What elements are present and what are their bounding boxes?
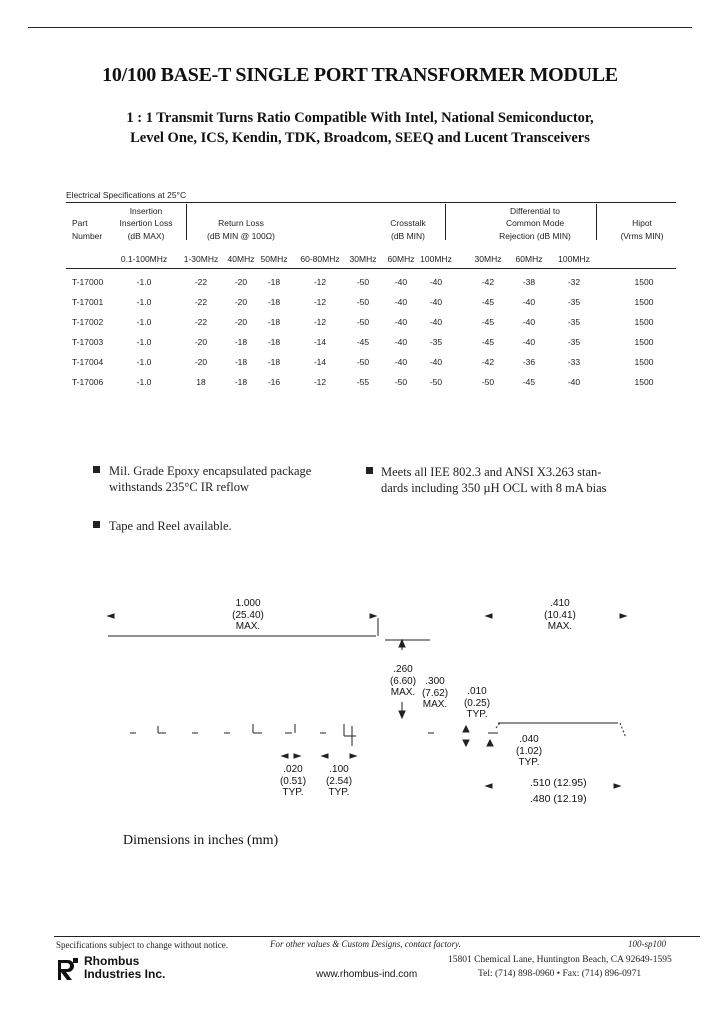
table-cell: -38 xyxy=(522,277,536,287)
dim-length xyxy=(218,598,278,633)
footer-address: 15801 Chemical Lane, Huntington Beach, CA 92649-1595 xyxy=(448,955,672,965)
table-cell: -40 xyxy=(394,357,408,367)
table-cell: -18 xyxy=(267,317,281,327)
dim-standoff-note: TYP. xyxy=(518,757,540,768)
table-cell-part: T-17001 xyxy=(72,297,104,307)
table-cell: -1.0 xyxy=(136,377,152,387)
header-crosstalk-1: Crosstalk xyxy=(390,218,426,228)
table-cell: -42 xyxy=(481,277,495,287)
freq-label: 100MHz xyxy=(558,254,590,264)
table-cell: -1.0 xyxy=(136,337,152,347)
dim-width-note: MAX. xyxy=(547,621,573,632)
dimensions-note: Dimensions in inches (mm) xyxy=(123,833,279,848)
dim-lead-thickness-note: TYP. xyxy=(466,709,488,720)
table-top-rule xyxy=(66,202,676,203)
feature-standards xyxy=(381,464,606,496)
table-cell: -20 xyxy=(234,317,248,327)
dim-lead-thickness-in: .010 xyxy=(467,686,487,697)
feature-epoxy-line-1: Mil. Grade Epoxy encapsulated package xyxy=(109,464,312,478)
table-cell: -45 xyxy=(356,337,370,347)
footer-website[interactable]: www.rhombus-ind.com xyxy=(316,969,418,980)
table-cell: -50 xyxy=(356,297,370,307)
table-cell: -18 xyxy=(267,357,281,367)
table-cell: -40 xyxy=(429,277,443,287)
table-cell: -20 xyxy=(194,337,208,347)
dim-width xyxy=(530,598,590,633)
table-cell: -22 xyxy=(194,277,208,287)
table-cell: -18 xyxy=(234,337,248,347)
table-cell: -45 xyxy=(481,297,495,307)
table-cell: -36 xyxy=(522,357,536,367)
freq-label: 60MHz xyxy=(387,254,415,264)
table-cell: 1500 xyxy=(634,317,654,327)
subtitle-line-2: Level One, ICS, Kendin, TDK, Broadcom, SEEQ and Lucent Transceivers xyxy=(130,130,590,146)
header-hipot-2: (Vrms MIN) xyxy=(620,231,664,241)
table-cell: -22 xyxy=(194,317,208,327)
table-cell: -40 xyxy=(394,277,408,287)
table-cell: -50 xyxy=(356,357,370,367)
freq-label: 30MHz xyxy=(474,254,502,264)
header-diff-1: Differential to xyxy=(510,206,560,216)
table-cell: -16 xyxy=(267,377,281,387)
company-name xyxy=(84,955,165,981)
header-insertion-2: Insertion Loss xyxy=(119,218,173,228)
table-cell: 1500 xyxy=(634,277,654,287)
feature-epoxy xyxy=(109,463,311,495)
table-cell: -1.0 xyxy=(136,297,152,307)
dim-lead-thickness-mm: (0.25) xyxy=(463,697,491,709)
table-cell: -18 xyxy=(234,357,248,367)
table-cell: -18 xyxy=(267,277,281,287)
dim-lead-width-note: TYP. xyxy=(282,787,304,798)
table-cell-part: T-17000 xyxy=(72,277,104,287)
header-part: Part xyxy=(72,218,88,228)
dim-height-mm: (6.60) xyxy=(389,675,417,687)
table-cell: -14 xyxy=(313,357,327,367)
table-cell: -35 xyxy=(567,317,581,327)
table-cell: -12 xyxy=(313,277,327,287)
footer-rule xyxy=(54,936,700,937)
table-cell: -20 xyxy=(234,297,248,307)
table-cell: 1500 xyxy=(634,337,654,347)
dim-lead-width-mm: (0.51) xyxy=(279,775,307,787)
page-title: 10/100 BASE-T SINGLE PORT TRANSFORMER MODULE xyxy=(102,64,618,86)
footer-doc-code: 100-sp100 xyxy=(628,939,666,949)
dim-length-mm: (25.40) xyxy=(232,609,264,621)
table-cell: -33 xyxy=(567,357,581,367)
table-cell: -18 xyxy=(267,297,281,307)
table-cell-part: T-17004 xyxy=(72,357,104,367)
header-return-2: (dB MIN @ 100Ω) xyxy=(207,231,275,241)
dim-height-note: MAX. xyxy=(390,687,416,698)
table-cell: -20 xyxy=(234,277,248,287)
table-cell: 18 xyxy=(196,377,206,387)
dim-lead-thickness xyxy=(454,686,500,721)
header-diff-2: Common Mode xyxy=(505,218,565,228)
table-cell: -50 xyxy=(394,377,408,387)
table-cell: -40 xyxy=(394,317,408,327)
table-cell: -45 xyxy=(481,337,495,347)
table-cell: -35 xyxy=(567,297,581,307)
table-cell: -40 xyxy=(429,317,443,327)
table-cell: 1500 xyxy=(634,377,654,387)
dim-pitch xyxy=(316,764,362,799)
table-cell: -35 xyxy=(429,337,443,347)
table-cell: -40 xyxy=(522,317,536,327)
dim-pitch-mm: (2.54) xyxy=(325,775,353,787)
header-diff-3: Rejection (dB MIN) xyxy=(499,231,571,241)
dim-span-max: .510 (12.95) xyxy=(530,777,587,789)
header-insertion-3: (dB MAX) xyxy=(127,231,165,241)
dim-standoff-mm: (1.02) xyxy=(515,745,543,757)
bullet-square xyxy=(93,466,100,473)
footer-phone-fax: Tel: (714) 898-0960 • Fax: (714) 896-0971 xyxy=(478,969,642,979)
dim-pitch-in: .100 xyxy=(329,764,349,775)
company-name-line-2: Industries Inc. xyxy=(84,967,166,981)
header-crosstalk-2: (dB MIN) xyxy=(391,231,425,241)
dim-standoff xyxy=(506,734,552,769)
table-cell: -18 xyxy=(267,337,281,347)
table-cell: -40 xyxy=(394,337,408,347)
dim-pitch-note: TYP. xyxy=(328,787,350,798)
table-cell: -42 xyxy=(481,357,495,367)
freq-label: 1-30MHz xyxy=(183,254,219,264)
table-cell: -18 xyxy=(234,377,248,387)
header-number: Number xyxy=(72,231,103,241)
table-cell-part: T-17002 xyxy=(72,317,104,327)
dim-height2-in: .300 xyxy=(425,676,445,687)
table-cell: -50 xyxy=(481,377,495,387)
bullet-square xyxy=(93,521,100,528)
dim-lead-width xyxy=(270,764,316,799)
company-name-line-1: Rhombus xyxy=(84,954,140,968)
feature-tape-reel: Tape and Reel available. xyxy=(109,519,232,533)
table-cell: 1500 xyxy=(634,357,654,367)
table-cell: -14 xyxy=(313,337,327,347)
table-cell: -40 xyxy=(394,297,408,307)
table-cell: -50 xyxy=(356,277,370,287)
table-cell: -32 xyxy=(567,277,581,287)
top-rule xyxy=(28,27,692,28)
bullet-square xyxy=(366,467,373,474)
table-cell: -40 xyxy=(522,297,536,307)
table-cell: -50 xyxy=(429,377,443,387)
dim-standoff-in: .040 xyxy=(519,734,539,745)
table-cell: -40 xyxy=(522,337,536,347)
table-cell: -22 xyxy=(194,297,208,307)
table-cell: -1.0 xyxy=(136,317,152,327)
table-cell: -55 xyxy=(356,377,370,387)
table-cell: -35 xyxy=(567,337,581,347)
header-hipot-1: Hipot xyxy=(632,218,652,228)
table-cell: -1.0 xyxy=(136,357,152,367)
dim-height2-note: MAX. xyxy=(422,699,448,710)
dim-span-min: .480 (12.19) xyxy=(530,793,587,805)
feature-epoxy-line-2: withstands 235°C IR reflow xyxy=(109,480,250,494)
footer-custom-designs: For other values & Custom Designs, contact factory. xyxy=(270,939,461,949)
table-cell: -45 xyxy=(481,317,495,327)
table-cell: -40 xyxy=(567,377,581,387)
header-return-1: Return Loss xyxy=(218,218,264,228)
table-cell: -12 xyxy=(313,317,327,327)
table-cell-part: T-17003 xyxy=(72,337,104,347)
table-cell: -45 xyxy=(522,377,536,387)
footer-notice: Specifications subject to change without notice. xyxy=(56,940,228,950)
table-cell: -50 xyxy=(356,317,370,327)
table-cell: -20 xyxy=(194,357,208,367)
dim-length-in: 1.000 xyxy=(235,598,261,609)
freq-label: 0.1-100MHz xyxy=(120,254,168,264)
dim-width-mm: (10.41) xyxy=(544,609,576,621)
table-cell: -40 xyxy=(429,357,443,367)
table-cell-part: T-17006 xyxy=(72,377,104,387)
dim-height2-mm: (7.62) xyxy=(421,687,449,699)
freq-label: 30MHz xyxy=(349,254,377,264)
dim-span xyxy=(530,775,620,807)
header-insertion-1: Insertion xyxy=(129,206,163,216)
dim-height-in: .260 xyxy=(393,664,413,675)
table-cell: -40 xyxy=(429,297,443,307)
table-cell: -12 xyxy=(313,297,327,307)
header-divider xyxy=(186,204,187,240)
freq-label: 60MHz xyxy=(515,254,543,264)
header-divider xyxy=(445,204,446,240)
table-cell: 1500 xyxy=(634,297,654,307)
table-caption: Electrical Specifications at 25°C xyxy=(66,190,187,200)
feature-standards-line-1: Meets all IEE 802.3 and ANSI X3.263 stan- xyxy=(381,465,602,479)
rhombus-logo-icon xyxy=(56,956,80,980)
dim-length-note: MAX. xyxy=(235,621,261,632)
table-cell: -12 xyxy=(313,377,327,387)
feature-standards-line-2: dards including 350 µH OCL with 8 mA bias xyxy=(381,481,607,495)
freq-label: 50MHz xyxy=(260,254,288,264)
freq-label: 100MHz xyxy=(420,254,452,264)
subtitle-line-1: 1 : 1 Transmit Turns Ratio Compatible With Intel, National Semiconductor, xyxy=(126,110,594,126)
dim-height-2 xyxy=(412,676,458,711)
table-cell: -1.0 xyxy=(136,277,152,287)
freq-label: 40MHz xyxy=(227,254,255,264)
table-header-rule xyxy=(66,268,676,269)
header-divider xyxy=(596,204,597,240)
freq-label: 60-80MHz xyxy=(300,254,340,264)
dim-width-in: .410 xyxy=(550,598,570,609)
dim-lead-width-in: .020 xyxy=(283,764,303,775)
